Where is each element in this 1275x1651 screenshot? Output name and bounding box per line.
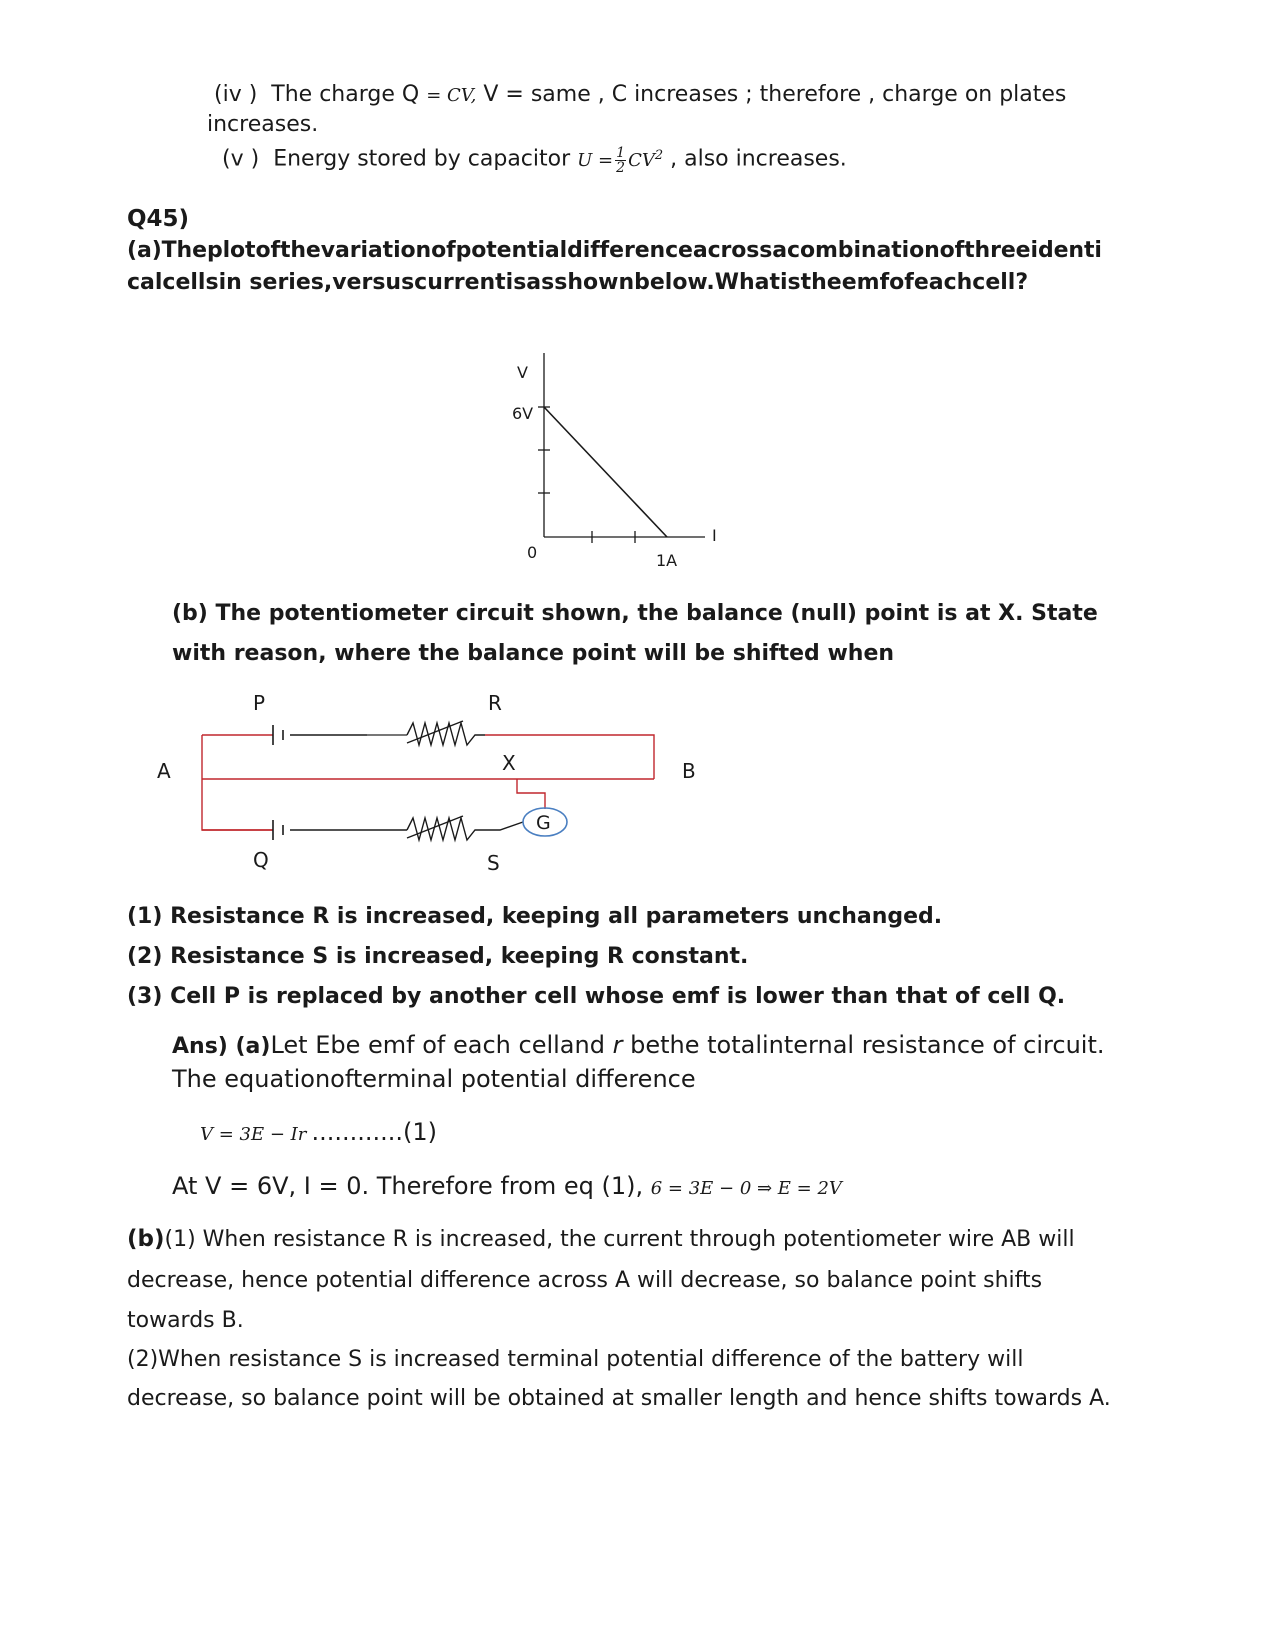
y-tick-label: 6V xyxy=(512,404,534,423)
answer-b-2-line-2: decrease, so balance point will be obtained at smaller length and hence shifts towards A. xyxy=(127,1386,1111,1411)
answer-a-line-1: Ans) (a)Let Ebe emf of each celland r bethe totalinternal resistance of circuit. xyxy=(172,1031,1105,1059)
prev-iv-text-2: V = same , C increases ; therefore , charge on plates xyxy=(483,82,1067,107)
internal-resistance-symbol: r xyxy=(612,1031,623,1059)
label-x: X xyxy=(502,751,516,775)
label-s: S xyxy=(487,851,500,875)
question-number: Q45) xyxy=(127,206,190,232)
equation-2-line: At V = 6V, I = 0. Therefore from eq (1), 6 = 3E − 0 ⇒ E = 2V xyxy=(172,1172,842,1200)
prev-iv-text: The charge Q xyxy=(271,82,420,107)
question-b-line-1: (b) The potentiometer circuit shown, the balance (null) point is at X. State xyxy=(172,601,1098,626)
resistor-s xyxy=(407,818,523,840)
condition-3: (3) Cell P is replaced by another cell whose emf is lower than that of cell Q. xyxy=(127,984,1066,1009)
resistor-r xyxy=(407,723,485,745)
answer-label: Ans) (a) xyxy=(172,1034,271,1059)
prev-iv-number: (iv ) xyxy=(214,82,258,107)
condition-1: (1) Resistance R is increased, keeping all parameters unchanged. xyxy=(127,904,943,929)
prev-iv-continuation: increases. xyxy=(207,112,319,137)
condition-2: (2) Resistance S is increased, keeping R constant. xyxy=(127,944,749,969)
answer-b-label: (b) xyxy=(127,1226,165,1252)
vi-graph xyxy=(500,345,740,580)
prev-iv-equation: = CV, xyxy=(426,85,477,106)
origin-label: 0 xyxy=(527,543,538,562)
equation-2: 6 = 3E − 0 ⇒ E = 2V xyxy=(650,1178,842,1199)
question-b-line-2: with reason, where the balance point will be shifted when xyxy=(172,641,895,666)
v-axis-label: V xyxy=(517,363,528,382)
potentiometer-circuit xyxy=(145,685,725,885)
prev-item-v xyxy=(222,146,847,175)
answer-b-1-line-2: decrease, hence potential difference across A will decrease, so balance point shifts xyxy=(127,1268,1043,1293)
answer-b-1-line-3: towards B. xyxy=(127,1308,244,1333)
prev-v-number: (v ) xyxy=(222,146,260,172)
jockey-wire xyxy=(517,779,545,809)
vi-line xyxy=(544,407,667,537)
prev-v-text: Energy stored by capacitor xyxy=(273,146,571,172)
i-axis-label: I xyxy=(712,526,717,545)
label-a: A xyxy=(157,759,171,783)
label-g: G xyxy=(536,812,551,834)
prev-v-equation: U = $\frac{1}{2}$ $CV^2$ xyxy=(577,145,664,176)
label-q: Q xyxy=(253,848,269,872)
label-p: P xyxy=(253,691,266,715)
answer-a-line-2: The equationofterminal potential difference xyxy=(172,1065,696,1093)
label-r: R xyxy=(488,691,502,715)
answer-b-1-line-1: (b)(1) When resistance R is increased, the current through potentiometer wire AB will xyxy=(127,1226,1075,1252)
label-b: B xyxy=(682,759,696,783)
question-a-line-2: calcellsin series,versuscurrentisasshownbelow.Whatistheemfofeachcell? xyxy=(127,270,1029,295)
x-tick-label: 1A xyxy=(656,551,678,570)
prev-v-text-2: , also increases. xyxy=(670,146,847,172)
question-a-line-1: (a)Theplotofthevariationofpotentialdifferenceacrossacombinationofthreeidenti xyxy=(127,238,1102,263)
answer-b-2-line-1: (2)When resistance S is increased terminal potential difference of the battery will xyxy=(127,1347,1024,1372)
left-wire xyxy=(202,735,273,830)
fraction-half: $\frac{1}{2}$ xyxy=(616,145,626,176)
equation-1: V = 3E − Ir ............(1) xyxy=(200,1118,437,1146)
prev-item-iv xyxy=(214,82,1066,107)
